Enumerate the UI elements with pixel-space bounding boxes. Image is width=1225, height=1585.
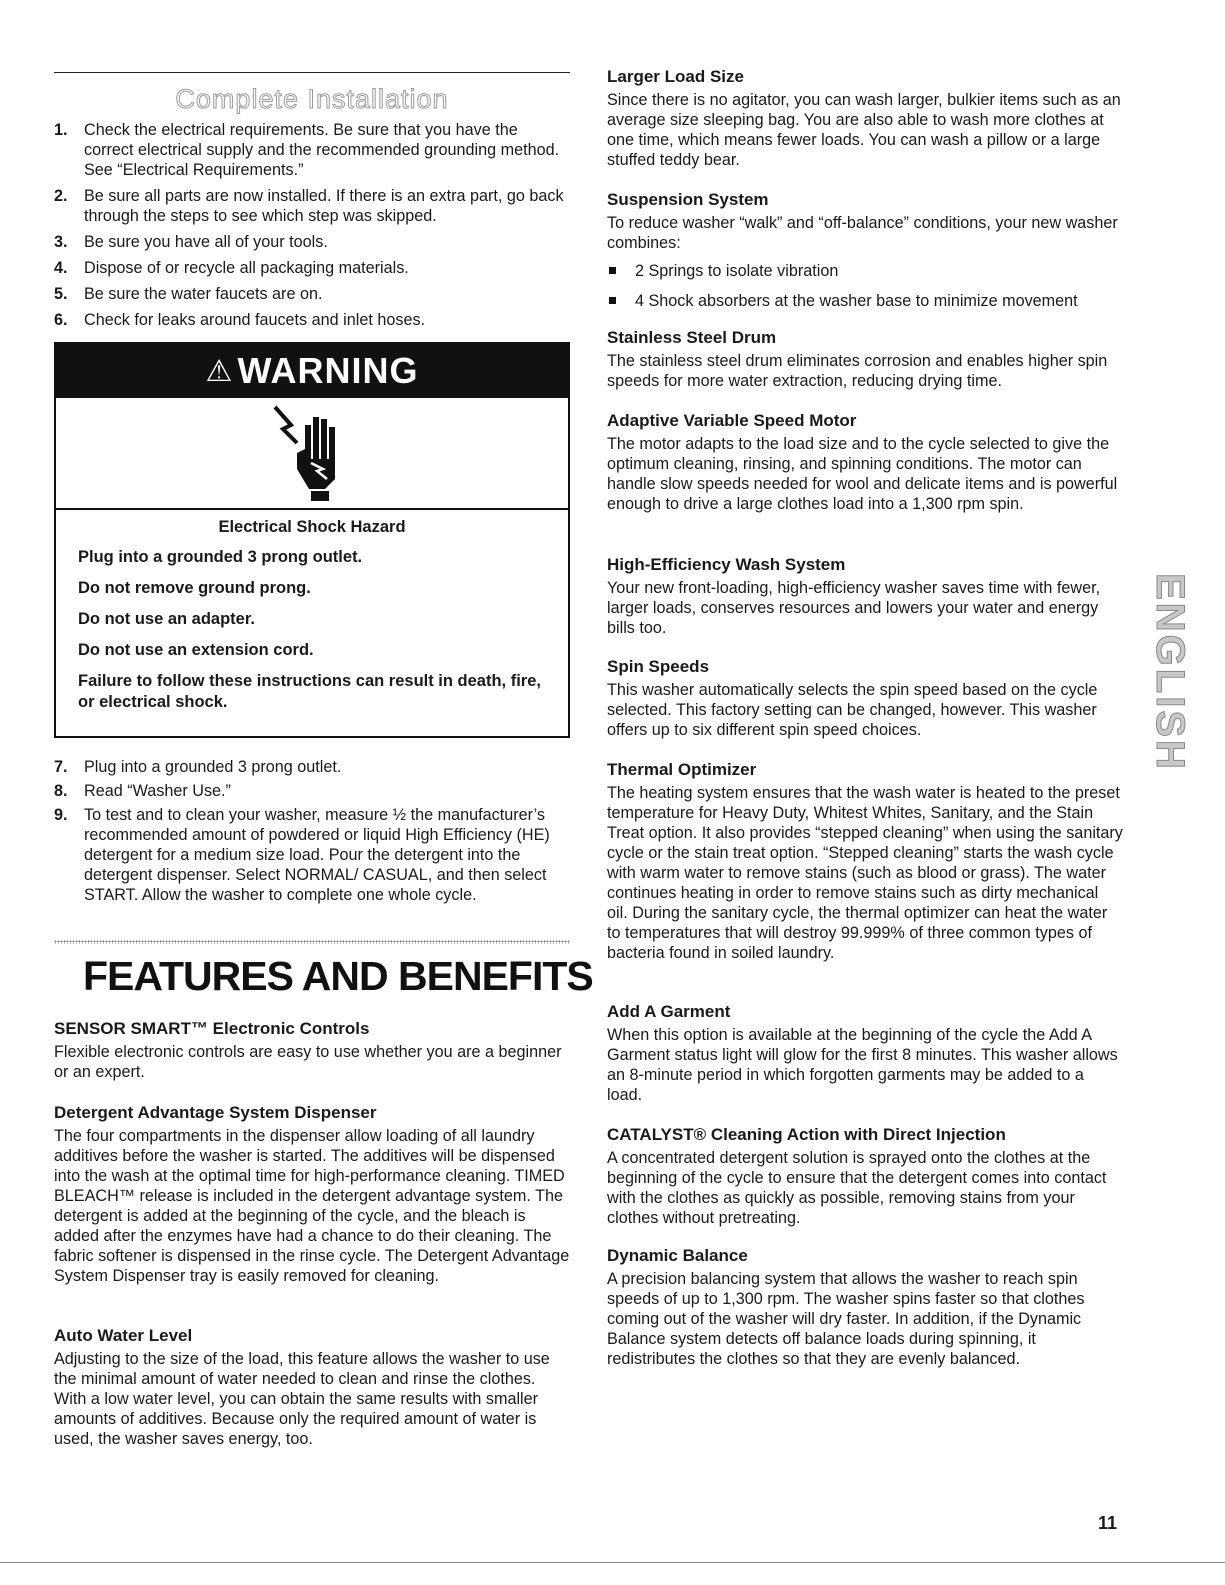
feature-text: To reduce washer “walk” and “off-balance” conditions, your new washer combines: bbox=[607, 214, 1118, 252]
top-rule bbox=[54, 72, 570, 73]
warning-triangle-icon: ⚠ bbox=[205, 354, 234, 388]
step-item: 7. Plug into a grounded 3 prong outlet. bbox=[54, 758, 342, 776]
suspension-bullets bbox=[607, 261, 1123, 311]
step-item: 2. Be sure all parts are now installed. If there is an extra part, go back through the steps to see which step was skipped. bbox=[54, 187, 564, 225]
feature-variable-speed-motor bbox=[607, 411, 1123, 514]
install-steps-list-continued bbox=[54, 757, 570, 909]
feature-heading: High-Efficiency Wash System bbox=[607, 555, 846, 574]
hazard-title: Electrical Shock Hazard bbox=[218, 518, 406, 536]
dotted-separator bbox=[54, 940, 570, 944]
feature-text: The four compartments in the dispenser allow loading of all laundry additives before the washer is started. The additives will be dispensed into the wash at the optimal time for high-performance cleaning. TIMED BLEACH™ release is included in the detergent advantage system. The detergent is added at the beginning of the cycle, and the bleach is added after the enzymes have had a chance to do their cleaning. The fabric softener is dispensed in the rinse cycle. The Detergent Advantage System Dispenser tray is easily removed for cleaning. bbox=[54, 1127, 570, 1285]
feature-auto-water-level bbox=[54, 1326, 570, 1449]
bullet-item: 4 Shock absorbers at the washer base to minimize movement bbox=[607, 291, 1123, 311]
feature-thermal-optimizer bbox=[607, 760, 1123, 963]
feature-heading: CATALYST® Cleaning Action with Direct Injection bbox=[607, 1125, 1006, 1144]
bottom-rule bbox=[0, 1562, 1225, 1563]
install-steps-list bbox=[54, 120, 570, 336]
step-item: 6. Check for leaks around faucets and inlet hoses. bbox=[54, 311, 426, 329]
feature-stainless-drum bbox=[607, 328, 1123, 391]
warning-line: Do not remove ground prong. bbox=[78, 579, 311, 597]
feature-text: A concentrated detergent solution is sprayed onto the clothes at the beginning of the cycle to ensure that the detergent comes into contact with the clothes as quickly as possible, removing stains from your clothes without pretreating. bbox=[607, 1149, 1107, 1227]
feature-add-a-garment bbox=[607, 1002, 1123, 1105]
feature-larger-load bbox=[607, 67, 1123, 170]
shock-hazard-art bbox=[56, 398, 568, 510]
feature-heading: Dynamic Balance bbox=[607, 1246, 748, 1265]
feature-heading: Spin Speeds bbox=[607, 657, 710, 676]
language-side-tab: ENGLISH bbox=[1147, 572, 1192, 772]
step-item: 8. Read “Washer Use.” bbox=[54, 782, 231, 800]
feature-he-wash bbox=[607, 555, 1123, 638]
warning-line: Do not use an extension cord. bbox=[78, 641, 314, 659]
feature-dynamic-balance bbox=[607, 1246, 1123, 1369]
feature-spin-speeds bbox=[607, 657, 1123, 740]
electric-shock-hand-icon bbox=[267, 403, 357, 503]
feature-text: The heating system ensures that the wash water is heated to the preset temperature for Heavy Duty, Whitest Whites, Sanitary, and the Stain Treat option. It also provides “stepped cleaning” when using the sanitary cycle or the stain treat option. “Stepped cleaning” starts the wash cycle with warm water to remove stains (such as blood or grass). The water continues heating in order to remove stains such as dirty mechanical oil. During the sanitary cycle, the thermal optimizer can heat the water to temperatures that will destroy 99.999% of three common types of bacteria found in soiled laundry. bbox=[607, 784, 1123, 962]
feature-text: Since there is no agitator, you can wash larger, bulkier items such as an average size sleeping bag. You are also able to wash more clothes at one time, which means fewer loads. You can wash a pillow or a large stuffed teddy bear. bbox=[607, 91, 1121, 169]
feature-sensor-smart bbox=[54, 1019, 570, 1082]
warning-line: Plug into a grounded 3 prong outlet. bbox=[78, 548, 363, 566]
feature-detergent-dispenser bbox=[54, 1103, 570, 1286]
feature-heading: SENSOR SMART™ Electronic Controls bbox=[54, 1019, 370, 1038]
warning-banner: ⚠ WARNING bbox=[56, 344, 568, 398]
step-item: 1. Check the electrical requirements. Be sure that you have the correct electrical supply and the recommended grounding method. See “Electrical Requirements.” bbox=[54, 121, 560, 179]
feature-heading: Stainless Steel Drum bbox=[607, 328, 777, 347]
warning-line: Do not use an adapter. bbox=[78, 610, 255, 628]
feature-heading: Add A Garment bbox=[607, 1002, 731, 1021]
features-title: FEATURES AND BENEFITS bbox=[83, 953, 593, 999]
warning-line: Failure to follow these instructions can result in death, fire, or electrical shock. bbox=[78, 672, 541, 711]
feature-heading: Thermal Optimizer bbox=[607, 760, 757, 779]
feature-text: The motor adapts to the load size and to the cycle selected to give the optimum cleaning, rinsing, and spinning conditions. The motor can handle slow speeds needed for wool and delicate items and is powerful enough to drive a large clothes load into a 1,300 rpm spin. bbox=[607, 435, 1118, 513]
feature-heading: Suspension System bbox=[607, 190, 769, 209]
feature-text: Adjusting to the size of the load, this feature allows the washer to use the minimal amount of water needed to clean and rinse the clothes. With a low water level, you can obtain the same results with smaller amounts of additives. Because only the required amount of water is used, the washer saves energy, too. bbox=[54, 1350, 550, 1448]
feature-heading: Adaptive Variable Speed Motor bbox=[607, 411, 857, 430]
page-number: 11 bbox=[1098, 1513, 1118, 1533]
feature-text: This washer automatically selects the spin speed based on the cycle selected. This factory setting can be changed, however. This washer offers up to six different spin speed choices. bbox=[607, 681, 1098, 739]
warning-box bbox=[54, 342, 570, 738]
feature-text: The stainless steel drum eliminates corrosion and enables higher spin speeds for more water extraction, reducing drying time. bbox=[607, 352, 1108, 390]
bullet-item: 2 Springs to isolate vibration bbox=[607, 261, 1123, 281]
feature-text: A precision balancing system that allows the washer to reach spin speeds of up to 1,300 rpm. The washer spins faster so that clothes coming out of the washer will dry faster. In addition, if the Dynamic Balance system detects off balance loads during spinning, it redistributes the clothes so that they are evenly balanced. bbox=[607, 1270, 1085, 1368]
section-title: Complete Installation bbox=[175, 84, 449, 114]
step-item: 5. Be sure the water faucets are on. bbox=[54, 285, 323, 303]
feature-heading: Auto Water Level bbox=[54, 1326, 193, 1345]
feature-heading: Detergent Advantage System Dispenser bbox=[54, 1103, 377, 1122]
feature-text: Your new front-loading, high-efficiency washer saves time with fewer, larger loads, conserves resources and lowers your water and energy bills too. bbox=[607, 579, 1101, 637]
step-item: 4. Dispose of or recycle all packaging materials. bbox=[54, 259, 409, 277]
step-item: 9. To test and to clean your washer, measure ½ the manufacturer’s recommended amount of powdered or liquid High Efficiency (HE) detergent for a medium size load. Pour the detergent into the detergent dispenser. Select NORMAL/ CASUAL, and then select START. Allow the washer to complete one whole cycle. bbox=[54, 806, 550, 904]
step-item: 3. Be sure you have all of your tools. bbox=[54, 233, 328, 251]
feature-text: Flexible electronic controls are easy to use whether you are a beginner or an expert. bbox=[54, 1043, 562, 1081]
feature-heading: Larger Load Size bbox=[607, 67, 744, 86]
feature-suspension bbox=[607, 190, 1123, 321]
feature-catalyst bbox=[607, 1125, 1123, 1228]
feature-text: When this option is available at the beginning of the cycle the Add A Garment status light will glow for the first 8 minutes. This washer allows an 8-minute period in which forgotten garments may be added to a load. bbox=[607, 1026, 1118, 1104]
